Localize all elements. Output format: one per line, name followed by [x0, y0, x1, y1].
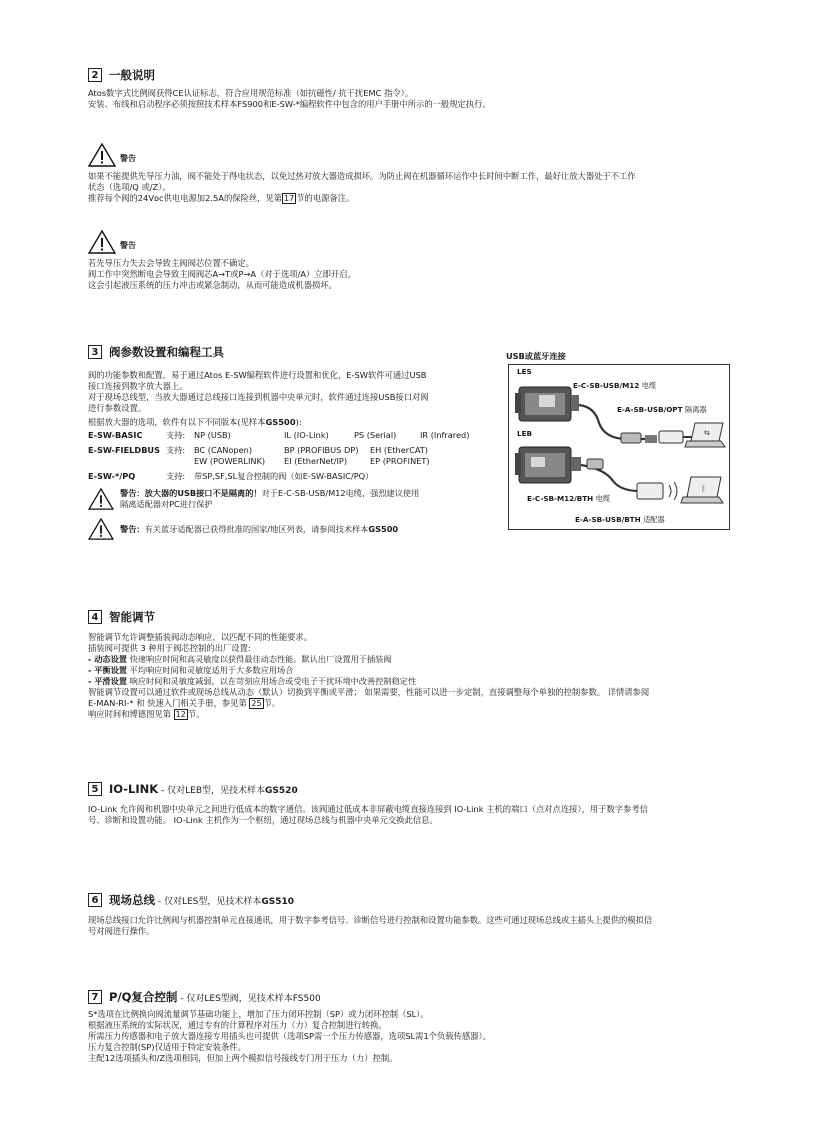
tuning-list — [88, 654, 649, 687]
paragraph: 对于现场总线型，当放大器通过总线接口连接到机器中央单元时，软件通过连接USB接口对阀 — [88, 392, 429, 402]
laptop-icon — [681, 477, 723, 503]
paragraph: Atos数字式比例阀获得CE认证标志，符合应用规范标准（如抗磁性/ 抗干扰EMC 指令）。 — [88, 88, 414, 98]
les-valve-icon — [515, 387, 579, 421]
list-item: - 动态设置 快速响应时间和高灵敏度以获得最佳动态性能。默认出厂设置用于插装阀 — [88, 654, 392, 664]
section-7 — [88, 989, 491, 1064]
paragraph: 进行参数设置。 — [88, 403, 147, 413]
section-5-header — [88, 781, 648, 797]
svg-text:ᛒ: ᛒ — [701, 484, 706, 493]
section-number: 6 — [88, 893, 102, 907]
software-row: E-SW-FIELDBUS 支持: BC (CANopen) BP (PROFIBUS DP) EH (EtherCAT) — [88, 445, 428, 455]
section-4 — [88, 609, 649, 720]
warning-text: 推荐每个阀的24Vᴅᴄ供电电源加2.5A的保险丝，见第 17 节的电源备注。 — [88, 193, 355, 203]
paragraph: 号、诊断和设置功能。 IO-Link 主机作为一个枢纽，通过现场总线与机器中央单元交换此信息。 — [88, 815, 438, 825]
warning-text: 如果不能提供先导压力油，阀不能处于得电状态，以免过热对放大器造成损坏。为防止阀在机器循环运作中长时间中断工作，最好让放大器处于不工作 — [88, 171, 636, 181]
paragraph: IO-Link 允许阀和机器中央单元之间进行低成本的数字通信。该阀通过低成本非屏蔽电缆直接连接到 IO-Link 主机的端口（点对点连接），用于数字参考信 — [88, 804, 648, 814]
warning-icon — [88, 230, 116, 254]
section-number: 4 — [88, 610, 102, 624]
section-3 — [88, 344, 500, 540]
section-number: 7 — [88, 990, 102, 1004]
section-3-header — [88, 344, 500, 360]
section-reference[interactable]: 12 — [175, 710, 186, 719]
paragraph: 安装、布线和启动程序必须按照技术样本FS900和E-SW-*编程软件中包含的用户手册中所示的一般规定执行。 — [88, 99, 491, 109]
paragraph: S*选项在比例换向阀流量调节基础功能上，增加了压力闭环控制（SP）或力闭环控制（SL）。 — [88, 1009, 429, 1019]
warning-icon — [88, 518, 114, 540]
paragraph: 所需压力传感器和电子放大器连接专用插头也可提供（选项SP需一个压力传感器，选项SL需1个负载传感器）。 — [88, 1031, 491, 1041]
warning-label: 警告 — [120, 241, 136, 250]
leb-label: LEB — [517, 429, 532, 438]
bth-adapter-label: E-A-SB-USB/BTH 适配器 — [575, 515, 665, 524]
warning-icon — [88, 488, 114, 510]
paragraph: 插装阀可提供 3 种用于阀芯控制的出厂设置: — [88, 643, 251, 653]
section-7-header — [88, 989, 491, 1005]
section-title: 现场总线 - 仅对LES型，见技术样本GS510 — [109, 893, 295, 907]
svg-text:⇆: ⇆ — [704, 429, 710, 437]
usb-bluetooth-diagram — [508, 364, 730, 530]
warning-block-2 — [88, 228, 356, 291]
software-row: EW (POWERLINK) EI (EtherNet/IP) EP (PROFINET) — [194, 456, 430, 466]
section-number: 3 — [88, 345, 102, 359]
software-row: E-SW-*/PQ 支持: 带SP,SF,SL复合控制的阀（如E-SW-BASIC/PQ） — [88, 471, 374, 481]
paragraph: 接口连接到数字放大器上。 — [88, 381, 188, 391]
warning-text: 若先导压力失去会导致主阀阀芯位置不确定。 — [88, 258, 254, 268]
section-2-header — [88, 67, 491, 83]
list-item: - 平衡设置 平均响应时间和灵敏度适用于大多数应用场合 — [88, 665, 294, 675]
bluetooth-warning: 警告：有关蓝牙适配器已获得批准的国家/地区列表，请参阅技术样本GS500 — [88, 518, 500, 540]
paragraph: 阀的功能参数和配置，易于通过Atos E-SW编程软件进行设置和优化，E-SW软件可通过USB — [88, 370, 427, 380]
section-title: P/Q复合控制 - 仅对LES型阀，见技术样本FS500 — [109, 990, 321, 1004]
bth-cable-label: E-C-SB-M12/BTH 电缆 — [527, 494, 611, 503]
section-title: IO-LINK - 仅对LEB型，见技术样本GS520 — [109, 782, 298, 796]
paragraph: E-MAN-RI-* 和 快速入门相关手册，参见第 25 节。 — [88, 698, 281, 708]
paragraph: 智能调节允许调整插装阀动态响应，以匹配不同的性能要求。 — [88, 632, 313, 642]
section-6-header — [88, 892, 652, 908]
usb-warning: 警告：放大器的USB接口不是隔离的！对于E-C-SB-USB/M12电缆，强烈建议使用 隔离适配器对PC进行保护 — [88, 488, 500, 510]
laptop-icon — [685, 423, 725, 447]
paragraph: 根据放大器的选项，软件有以下不同版本(见样本GS500): — [88, 417, 302, 427]
warning-block-1 — [88, 141, 636, 204]
warning-text: 阀工作中突然断电会导致主阀阀芯A→T或P→A（对于选项/A）立即开启。 — [88, 269, 356, 279]
diagram-title: USB或蓝牙连接 — [506, 351, 566, 361]
section-title: 智能调节 — [109, 610, 155, 624]
section-6 — [88, 892, 652, 937]
paragraph: 智能调节设置可以通过软件或现场总线从动态（默认）切换到平衡或平滑； 如果需要，性能可以进一步定制，直接调整每个单独的控制参数。 详情请参阅 — [88, 687, 650, 697]
leb-valve-icon — [515, 447, 581, 483]
paragraph: 现场总线接口允许比例阀与机器控制单元直接通讯，用于数字参考信号、诊断信号进行控制和设置功能参数。这些可通过现场总线或主插头上提供的模拟信 — [88, 915, 653, 925]
section-number: 5 — [88, 782, 102, 796]
warning-text: 状态（选项/Q 或/Z）。 — [88, 182, 171, 192]
section-reference[interactable]: 25 — [251, 699, 262, 708]
paragraph: 主配12选项插头和/Z选项相同，但加上两个模拟信号接线专门用于压力（力）控制。 — [88, 1053, 398, 1063]
paragraph: 压力复合控制(SP)仅适用于特定安装条件。 — [88, 1042, 246, 1052]
section-number: 2 — [88, 68, 102, 82]
section-title: 阀参数设置和编程工具 — [109, 345, 224, 359]
les-label: LES — [517, 367, 532, 376]
section-2 — [88, 67, 491, 110]
paragraph: 号对阀进行操作。 — [88, 926, 155, 936]
list-item: - 平滑设置 响应时间和灵敏度减弱，以在苛刻应用场合或受电子干扰环境中改善控制稳定性 — [88, 676, 417, 686]
paragraph: 根据液压系统的实际状况，通过专有的计算程序对压力（力）复合控制进行转换。 — [88, 1020, 387, 1030]
section-4-header — [88, 609, 649, 625]
section-5 — [88, 781, 648, 826]
software-row: E-SW-BASIC 支持: NP (USB) IL (IO-Link) PS (Serial) IR (Infrared) — [88, 430, 470, 440]
section-title: 一般说明 — [109, 68, 155, 82]
paragraph: 响应时间和博德图见第 12 节。 — [88, 709, 205, 719]
warning-label: 警告 — [120, 154, 136, 163]
usb-cable-label: E-C-SB-USB/M12 电缆 — [573, 381, 657, 390]
warning-text: 这会引起液压系统的压力冲击或紧急制动，从而可能造成机器损坏。 — [88, 280, 337, 290]
warning-icon — [88, 143, 116, 167]
opt-isolator-label: E-A-SB-USB/OPT 隔离器 — [617, 405, 707, 414]
section-reference[interactable]: 17 — [284, 194, 295, 203]
